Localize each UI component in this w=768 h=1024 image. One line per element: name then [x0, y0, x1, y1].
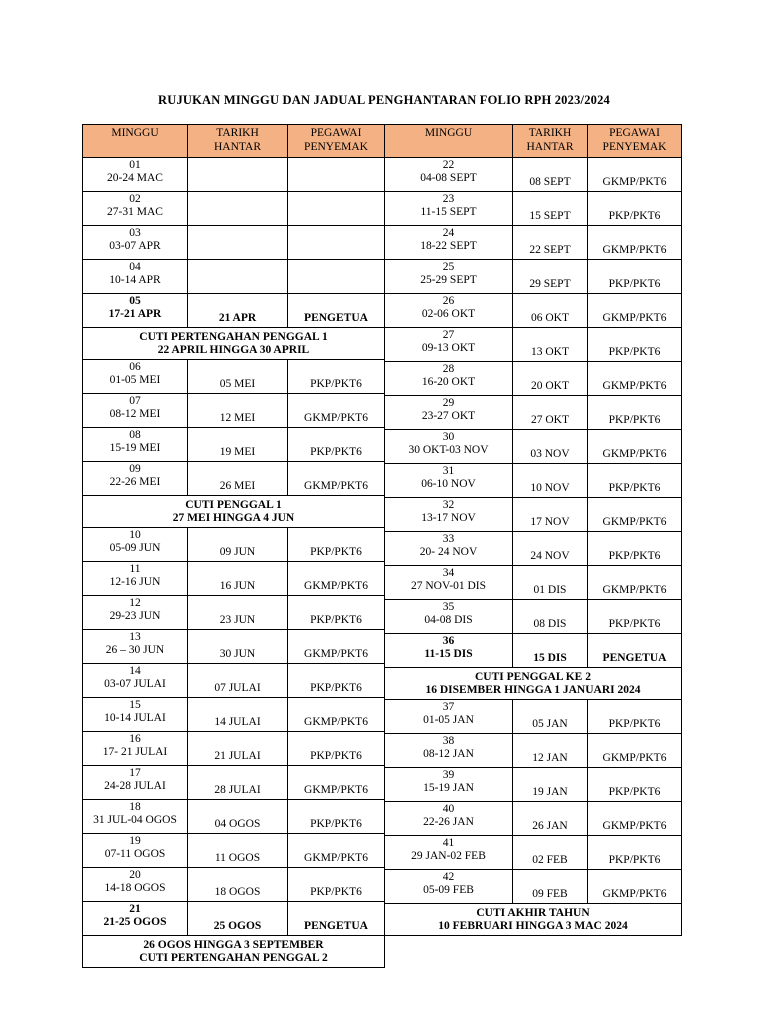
tarikh-hantar-cell: 13 OKT: [513, 328, 588, 362]
tarikh-hantar-cell: 19 JAN: [513, 768, 588, 802]
week-row: [385, 294, 682, 328]
week-dates: 18-22 SEPT: [420, 240, 477, 252]
week-cell: [83, 732, 188, 766]
week-row: [83, 158, 385, 192]
week-cell: [385, 430, 513, 464]
week-number: 18: [129, 801, 141, 813]
tarikh-hantar-cell: 05 MEI: [188, 360, 288, 394]
tarikh-hantar-cell: 09 FEB: [513, 870, 588, 904]
week-number: 09: [129, 463, 141, 475]
week-dates: 09-13 OKT: [421, 342, 476, 354]
holiday-row: [385, 668, 682, 700]
week-cell: [83, 294, 188, 328]
week-cell: [385, 532, 513, 566]
week-dates: 13-17 NOV: [421, 512, 476, 524]
week-cell: [385, 260, 513, 294]
tarikh-hantar-cell: 05 JAN: [513, 700, 588, 734]
tarikh-hantar-cell: 03 NOV: [513, 430, 588, 464]
pegawai-penyemak-cell: GKMP/PKT6: [588, 226, 682, 260]
week-row: [83, 260, 385, 294]
pegawai-penyemak-cell: GKMP/PKT6: [288, 394, 385, 428]
week-number: 20: [129, 869, 141, 881]
pegawai-penyemak-cell: GKMP/PKT6: [288, 630, 385, 664]
week-number: 23: [442, 193, 455, 205]
week-number: 21: [129, 903, 141, 915]
pegawai-penyemak-cell: PENGETUA: [288, 902, 385, 936]
pegawai-penyemak-cell: PKP/PKT6: [288, 664, 385, 698]
week-dates: 15-19 JAN: [423, 782, 474, 794]
pegawai-penyemak-cell: GKMP/PKT6: [588, 870, 682, 904]
tarikh-hantar-cell: 28 JULAI: [188, 766, 288, 800]
tarikh-hantar-cell: 15 SEPT: [513, 192, 588, 226]
week-dates: 31 JUL-04 OGOS: [93, 814, 177, 826]
tarikh-hantar-cell: 21 APR: [188, 294, 288, 328]
week-row: [83, 360, 385, 394]
week-cell: [83, 562, 188, 596]
week-dates: 10-14 APR: [109, 274, 161, 286]
week-dates: 20- 24 NOV: [419, 546, 478, 558]
header-minggu: MINGGU: [385, 125, 513, 158]
holiday-range: 10 FEBRUARI HINGGA 3 MAC 2024: [438, 919, 628, 932]
week-row: [83, 834, 385, 868]
week-dates: 14-18 OGOS: [104, 882, 166, 894]
week-cell: [385, 362, 513, 396]
holiday-title: CUTI PENGGAL KE 2: [475, 670, 591, 683]
week-cell: [83, 596, 188, 630]
tarikh-hantar-cell: 22 SEPT: [513, 226, 588, 260]
week-cell: [385, 870, 513, 904]
tarikh-hantar-cell: 24 NOV: [513, 532, 588, 566]
week-number: 35: [442, 601, 455, 613]
tarikh-hantar-cell: [188, 158, 288, 192]
week-cell: [385, 328, 513, 362]
tarikh-hantar-cell: 18 OGOS: [188, 868, 288, 902]
pegawai-penyemak-cell: GKMP/PKT6: [588, 802, 682, 836]
week-number: 36: [442, 635, 455, 647]
tarikh-hantar-cell: [188, 192, 288, 226]
week-cell: [385, 396, 513, 430]
week-cell: [385, 464, 513, 498]
pegawai-penyemak-cell: [288, 260, 385, 294]
week-dates: 11-15 SEPT: [420, 206, 477, 218]
pegawai-penyemak-cell: PKP/PKT6: [588, 700, 682, 734]
week-number: 31: [442, 465, 455, 477]
week-cell: [385, 566, 513, 600]
week-dates: 22-26 MEI: [109, 476, 161, 488]
tarikh-hantar-cell: 17 NOV: [513, 498, 588, 532]
week-number: 37: [442, 701, 455, 713]
tarikh-hantar-cell: 26 JAN: [513, 802, 588, 836]
pegawai-penyemak-cell: GKMP/PKT6: [288, 698, 385, 732]
week-row: [385, 734, 682, 768]
week-row: [385, 600, 682, 634]
pegawai-penyemak-cell: PKP/PKT6: [588, 396, 682, 430]
week-row: [385, 464, 682, 498]
holiday-row: [385, 904, 682, 936]
tarikh-hantar-cell: 11 OGOS: [188, 834, 288, 868]
week-dates: 15-19 MEI: [109, 442, 161, 454]
week-row: [385, 362, 682, 396]
week-dates: 27 NOV-01 DIS: [411, 580, 486, 592]
week-row: [385, 532, 682, 566]
week-row: [83, 462, 385, 496]
week-cell: [83, 766, 188, 800]
tarikh-hantar-cell: 06 OKT: [513, 294, 588, 328]
week-cell: [83, 226, 188, 260]
week-number: 03: [129, 227, 141, 239]
tarikh-hantar-cell: 30 JUN: [188, 630, 288, 664]
week-dates: 03-07 APR: [109, 240, 161, 252]
week-cell: [83, 428, 188, 462]
week-row: [385, 328, 682, 362]
week-row: [385, 498, 682, 532]
week-number: 32: [442, 499, 455, 511]
week-dates: 29-23 JUN: [109, 610, 161, 622]
week-row: [385, 260, 682, 294]
week-cell: [385, 294, 513, 328]
week-row: [83, 192, 385, 226]
tarikh-hantar-cell: 04 OGOS: [188, 800, 288, 834]
week-cell: [83, 394, 188, 428]
week-number: 05: [129, 295, 141, 307]
tarikh-hantar-cell: 25 OGOS: [188, 902, 288, 936]
pegawai-penyemak-cell: GKMP/PKT6: [288, 834, 385, 868]
week-number: 24: [442, 227, 455, 239]
week-row: [385, 192, 682, 226]
week-number: 13: [129, 631, 141, 643]
week-number: 10: [129, 529, 141, 541]
week-cell: [83, 800, 188, 834]
pegawai-penyemak-cell: [288, 158, 385, 192]
week-number: 42: [442, 871, 455, 883]
week-number: 39: [442, 769, 455, 781]
week-dates: 26 – 30 JUN: [105, 644, 165, 656]
week-number: 27: [442, 329, 455, 341]
pegawai-penyemak-cell: PENGETUA: [288, 294, 385, 328]
week-dates: 01-05 MEI: [109, 374, 161, 386]
week-number: 04: [129, 261, 141, 273]
week-cell: [83, 192, 188, 226]
week-number: 15: [129, 699, 141, 711]
header-pegawai-penyemak: PEGAWAI PENYEMAK: [588, 125, 682, 158]
week-number: 28: [442, 363, 455, 375]
pegawai-penyemak-cell: PKP/PKT6: [588, 600, 682, 634]
week-dates: 21-25 OGOS: [103, 916, 167, 928]
week-cell: [385, 836, 513, 870]
week-number: 14: [129, 665, 141, 677]
week-dates: 24-28 JULAI: [104, 780, 166, 792]
tarikh-hantar-cell: 27 OKT: [513, 396, 588, 430]
pegawai-penyemak-cell: PKP/PKT6: [288, 732, 385, 766]
week-number: 34: [442, 567, 455, 579]
tarikh-hantar-cell: 14 JULAI: [188, 698, 288, 732]
week-number: 25: [442, 261, 455, 273]
week-dates: 05-09 FEB: [423, 884, 474, 896]
tarikh-hantar-cell: [188, 260, 288, 294]
pegawai-penyemak-cell: GKMP/PKT6: [588, 362, 682, 396]
holiday-cell: [385, 904, 682, 936]
pegawai-penyemak-cell: GKMP/PKT6: [288, 462, 385, 496]
pegawai-penyemak-cell: [288, 192, 385, 226]
tarikh-hantar-cell: 20 OKT: [513, 362, 588, 396]
header-row: [385, 125, 682, 158]
pegawai-penyemak-cell: GKMP/PKT6: [588, 430, 682, 464]
pegawai-penyemak-cell: PENGETUA: [588, 634, 682, 668]
week-row: [83, 902, 385, 936]
week-cell: [385, 768, 513, 802]
tarikh-hantar-cell: 19 MEI: [188, 428, 288, 462]
week-number: 08: [129, 429, 141, 441]
holiday-cell: [83, 936, 385, 968]
week-number: 38: [442, 735, 455, 747]
week-dates: 06-10 NOV: [421, 478, 476, 490]
week-dates: 04-08 SEPT: [420, 172, 477, 184]
week-dates: 04-08 DIS: [424, 614, 473, 626]
holiday-range: CUTI PERTENGAHAN PENGGAL 2: [139, 951, 328, 964]
header-row: [83, 125, 385, 158]
week-dates: 20-24 MAC: [107, 172, 163, 184]
week-dates: 07-11 OGOS: [104, 848, 166, 860]
week-dates: 08-12 JAN: [423, 748, 474, 760]
week-row: [83, 428, 385, 462]
week-cell: [385, 158, 513, 192]
week-dates: 05-09 JUN: [109, 542, 161, 554]
week-row: [385, 158, 682, 192]
week-dates: 25-29 SEPT: [420, 274, 477, 286]
week-cell: [83, 528, 188, 562]
week-dates: 12-16 JUN: [109, 576, 161, 588]
pegawai-penyemak-cell: GKMP/PKT6: [588, 566, 682, 600]
pegawai-penyemak-cell: GKMP/PKT6: [588, 734, 682, 768]
week-cell: [385, 226, 513, 260]
week-cell: [83, 664, 188, 698]
pegawai-penyemak-cell: GKMP/PKT6: [588, 498, 682, 532]
header-minggu: MINGGU: [83, 125, 188, 158]
week-dates: 30 OKT-03 NOV: [408, 444, 489, 456]
pegawai-penyemak-cell: PKP/PKT6: [588, 836, 682, 870]
holiday-cell: [385, 668, 682, 700]
holiday-range: 22 APRIL HINGGA 30 APRIL: [157, 343, 310, 356]
week-number: 01: [129, 159, 141, 171]
holiday-row: [83, 328, 385, 360]
holiday-title: CUTI AKHIR TAHUN: [476, 906, 590, 919]
week-row: [385, 836, 682, 870]
week-dates: 22-26 JAN: [423, 816, 474, 828]
pegawai-penyemak-cell: GKMP/PKT6: [288, 766, 385, 800]
week-dates: 27-31 MAC: [107, 206, 163, 218]
week-dates: 16-20 OKT: [421, 376, 476, 388]
document-title: RUJUKAN MINGGU DAN JADUAL PENGHANTARAN FOLIO RPH 2023/2024: [158, 93, 610, 107]
week-dates: 02-06 OKT: [421, 308, 476, 320]
pegawai-penyemak-cell: GKMP/PKT6: [588, 158, 682, 192]
week-dates: 03-07 JULAI: [104, 678, 166, 690]
tarikh-hantar-cell: 15 DIS: [513, 634, 588, 668]
holiday-title: CUTI PERTENGAHAN PENGGAL 1: [139, 330, 328, 343]
week-cell: [83, 260, 188, 294]
pegawai-penyemak-cell: GKMP/PKT6: [588, 294, 682, 328]
week-cell: [83, 360, 188, 394]
tarikh-hantar-cell: 26 MEI: [188, 462, 288, 496]
pegawai-penyemak-cell: PKP/PKT6: [288, 800, 385, 834]
pegawai-penyemak-cell: PKP/PKT6: [588, 192, 682, 226]
holiday-row: [83, 936, 385, 968]
week-cell: [83, 698, 188, 732]
week-dates: 17-21 APR: [108, 308, 162, 320]
week-dates: 23-27 OKT: [421, 410, 476, 422]
week-dates: 01-05 JAN: [423, 714, 474, 726]
week-row: [385, 566, 682, 600]
week-cell: [385, 802, 513, 836]
pegawai-penyemak-cell: PKP/PKT6: [288, 360, 385, 394]
right-schedule-table: [384, 124, 682, 936]
holiday-title: CUTI PENGGAL 1: [185, 498, 282, 511]
pegawai-penyemak-cell: PKP/PKT6: [588, 464, 682, 498]
week-cell: [385, 600, 513, 634]
pegawai-penyemak-cell: PKP/PKT6: [588, 768, 682, 802]
week-row: [83, 800, 385, 834]
tarikh-hantar-cell: 12 MEI: [188, 394, 288, 428]
week-cell: [385, 498, 513, 532]
tarikh-hantar-cell: [188, 226, 288, 260]
week-dates: 29 JAN-02 FEB: [411, 850, 486, 862]
tarikh-hantar-cell: 02 FEB: [513, 836, 588, 870]
holiday-row: [83, 496, 385, 528]
week-row: [83, 226, 385, 260]
week-dates: 10-14 JULAI: [104, 712, 166, 724]
week-dates: 11-15 DIS: [424, 648, 473, 660]
week-dates: 17- 21 JULAI: [102, 746, 168, 758]
week-dates: 08-12 MEI: [109, 408, 161, 420]
left-schedule-table: [82, 124, 385, 968]
week-number: 29: [442, 397, 455, 409]
week-row: [385, 700, 682, 734]
week-row: [83, 528, 385, 562]
holiday-title: 26 OGOS HINGGA 3 SEPTEMBER: [143, 938, 324, 951]
holiday-cell: [83, 328, 385, 360]
week-row: [385, 802, 682, 836]
week-cell: [83, 462, 188, 496]
week-row: [385, 634, 682, 668]
week-number: 11: [129, 563, 141, 575]
week-number: 12: [129, 597, 141, 609]
tarikh-hantar-cell: 10 NOV: [513, 464, 588, 498]
tarikh-hantar-cell: 23 JUN: [188, 596, 288, 630]
week-number: 19: [129, 835, 141, 847]
week-cell: [385, 192, 513, 226]
week-row: [83, 766, 385, 800]
pegawai-penyemak-cell: [288, 226, 385, 260]
header-tarikh-hantar: TARIKH HANTAR: [513, 125, 588, 158]
week-row: [385, 396, 682, 430]
week-number: 26: [442, 295, 455, 307]
holiday-range: 27 MEI HINGGA 4 JUN: [172, 511, 295, 524]
pegawai-penyemak-cell: PKP/PKT6: [588, 532, 682, 566]
week-row: [83, 630, 385, 664]
pegawai-penyemak-cell: GKMP/PKT6: [288, 562, 385, 596]
week-row: [83, 394, 385, 428]
tarikh-hantar-cell: 09 JUN: [188, 528, 288, 562]
week-row: [83, 698, 385, 732]
week-row: [83, 294, 385, 328]
week-row: [385, 226, 682, 260]
week-number: 33: [442, 533, 455, 545]
week-cell: [83, 834, 188, 868]
week-number: 41: [442, 837, 455, 849]
tarikh-hantar-cell: 08 DIS: [513, 600, 588, 634]
week-row: [385, 870, 682, 904]
week-row: [385, 768, 682, 802]
week-row: [83, 596, 385, 630]
week-row: [83, 868, 385, 902]
week-cell: [83, 868, 188, 902]
week-row: [83, 562, 385, 596]
tarikh-hantar-cell: 01 DIS: [513, 566, 588, 600]
pegawai-penyemak-cell: PKP/PKT6: [288, 596, 385, 630]
week-number: 40: [442, 803, 455, 815]
week-cell: [83, 158, 188, 192]
week-number: 16: [129, 733, 141, 745]
week-row: [385, 430, 682, 464]
week-row: [83, 664, 385, 698]
holiday-range: 16 DISEMBER HINGGA 1 JANUARI 2024: [425, 683, 641, 696]
week-cell: [385, 700, 513, 734]
week-cell: [83, 902, 188, 936]
week-row: [83, 732, 385, 766]
week-number: 17: [129, 767, 141, 779]
week-cell: [385, 634, 513, 668]
pegawai-penyemak-cell: PKP/PKT6: [588, 328, 682, 362]
week-number: 30: [442, 431, 455, 443]
pegawai-penyemak-cell: PKP/PKT6: [288, 868, 385, 902]
week-number: 06: [129, 361, 141, 373]
tarikh-hantar-cell: 12 JAN: [513, 734, 588, 768]
pegawai-penyemak-cell: PKP/PKT6: [588, 260, 682, 294]
pegawai-penyemak-cell: PKP/PKT6: [288, 428, 385, 462]
week-number: 22: [442, 159, 455, 171]
week-cell: [385, 734, 513, 768]
tarikh-hantar-cell: 07 JULAI: [188, 664, 288, 698]
header-pegawai-penyemak: PEGAWAI PENYEMAK: [288, 125, 385, 158]
tarikh-hantar-cell: 08 SEPT: [513, 158, 588, 192]
tarikh-hantar-cell: 16 JUN: [188, 562, 288, 596]
week-cell: [83, 630, 188, 664]
week-number: 02: [129, 193, 141, 205]
tarikh-hantar-cell: 21 JULAI: [188, 732, 288, 766]
holiday-cell: [83, 496, 385, 528]
tarikh-hantar-cell: 29 SEPT: [513, 260, 588, 294]
week-number: 07: [129, 395, 141, 407]
header-tarikh-hantar: TARIKH HANTAR: [188, 125, 288, 158]
pegawai-penyemak-cell: PKP/PKT6: [288, 528, 385, 562]
